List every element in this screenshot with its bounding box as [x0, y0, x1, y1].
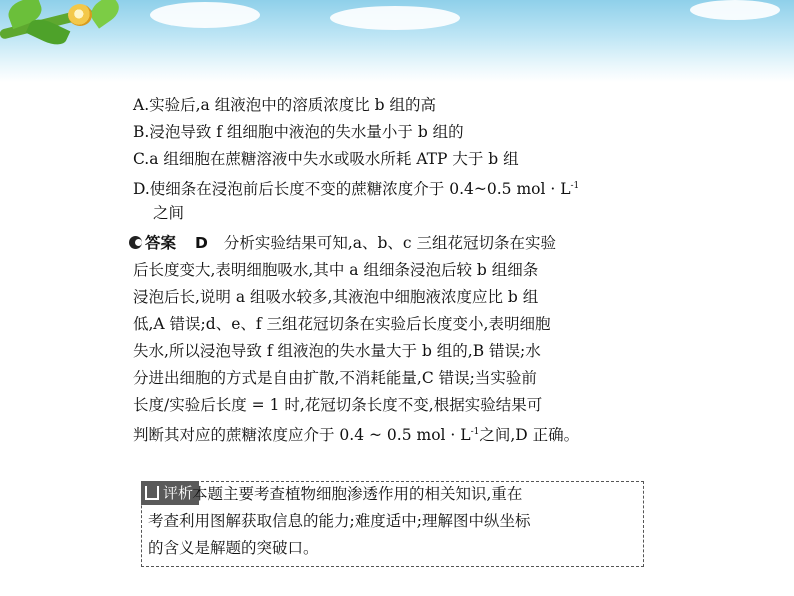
- option-a: A.实验后,a 组液泡中的溶质浓度比 b 组的高: [133, 96, 436, 114]
- unit-exponent: -1: [570, 181, 580, 191]
- answer-last-text-end: 之间,D 正确。: [479, 426, 580, 445]
- header-banner: [0, 0, 794, 82]
- answer-line: 浸泡后长,说明 a 组吸水较多,其液泡中细胞液浓度应比 b 组: [133, 288, 539, 306]
- cloud-decoration: [150, 2, 260, 28]
- answer-line: 分进出细胞的方式是自由扩散,不消耗能量,C 错误;当实验前: [133, 369, 537, 387]
- answer-icon: [129, 236, 142, 249]
- option-b: B.浸泡导致 f 组细胞中液泡的失水量小于 b 组的: [133, 123, 464, 141]
- unit-exponent: -1: [470, 427, 480, 437]
- answer-line: 低,A 错误;d、e、f 三组花冠切条在实验后长度变小,表明细胞: [133, 315, 551, 333]
- comment-line: 本题主要考查植物细胞渗透作用的相关知识,重在: [192, 485, 523, 503]
- comment-label-tag: [141, 481, 199, 505]
- answer-last-line: [133, 421, 579, 446]
- comment-icon: [145, 486, 159, 500]
- comment-box: [141, 481, 644, 567]
- answer-line: 长度/实验后长度 = 1 时,花冠切条长度不变,根据实验结果可: [133, 396, 543, 414]
- answer-line: 后长度变大,表明细胞吸水,其中 a 组细条浸泡后较 b 组细条: [133, 261, 539, 279]
- answer-line: 失水,所以浸泡导致 f 组液泡的失水量大于 b 组的,B 错误;水: [133, 342, 541, 360]
- comment-label: 评析: [163, 484, 194, 502]
- option-c: C.a 组细胞在蔗糖溶液中失水或吸水所耗 ATP 大于 b 组: [133, 150, 519, 168]
- answer-last-text: 判断其对应的蔗糖浓度应介于 0.4 ~ 0.5 mol · L: [133, 426, 471, 445]
- option-d: [133, 175, 579, 200]
- answer-label: 答案: [145, 234, 177, 252]
- answer-heading: [129, 232, 556, 254]
- snail-icon: [68, 4, 92, 26]
- answer-choice: D: [194, 234, 208, 252]
- comment-line: 考查利用图解获取信息的能力;难度适中;理解图中纵坐标: [148, 512, 531, 530]
- cloud-decoration: [330, 6, 460, 30]
- answer-line: 分析实验结果可知,a、b、c 三组花冠切条在实验: [223, 234, 557, 252]
- option-d-text: D.使细条在浸泡前后长度不变的蔗糖浓度介于 0.4~0.5 mol · L: [133, 180, 571, 199]
- comment-line: 的含义是解题的突破口。: [148, 539, 319, 557]
- option-d-continued: 之间: [153, 204, 185, 222]
- cloud-decoration: [690, 0, 780, 20]
